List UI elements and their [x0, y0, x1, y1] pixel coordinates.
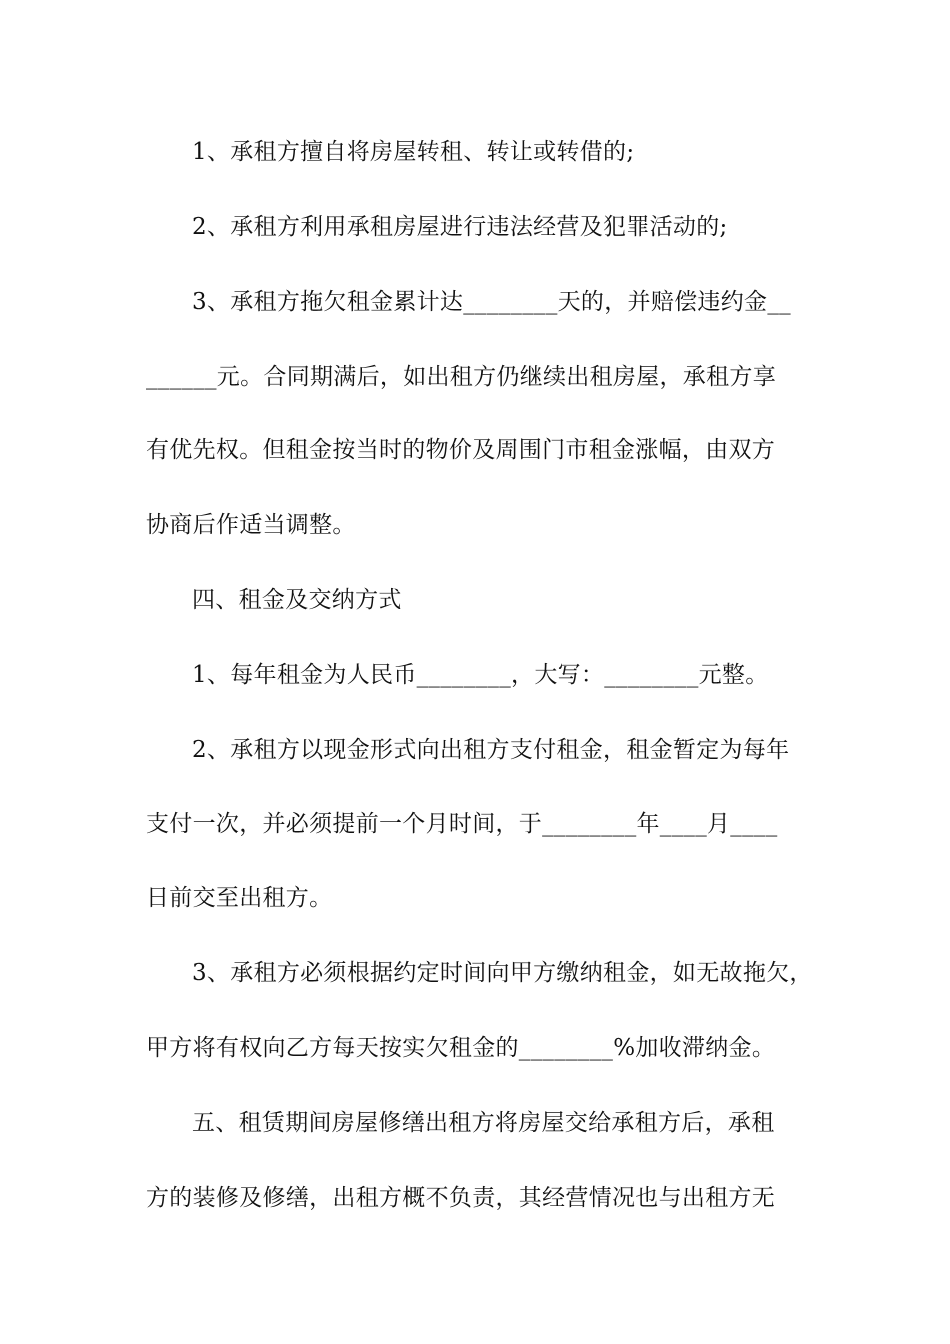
section-heading-repairs: 五、租赁期间房屋修缮出租方将房屋交给承租方后，承租 [192, 1110, 775, 1136]
section-heading-rent: 四、租金及交纳方式 [192, 587, 402, 613]
clause-line-1: 1、承租方擅自将房屋转租、转让或转借的; [192, 139, 635, 165]
clause-line-3: 3、承租方拖欠租金累计达________天的，并赔偿违约金__ [192, 289, 791, 315]
clause-line-11: 3、承租方必须根据约定时间向甲方缴纳租金，如无故拖欠， [192, 960, 813, 986]
clause-line-7: 1、每年租金为人民币________，大写：________元整。 [192, 662, 769, 688]
clause-line-2: 2、承租方利用承租房屋进行违法经营及犯罪活动的; [192, 214, 728, 240]
clause-line-10: 日前交至出租方。 [146, 885, 333, 911]
clause-line-5: 有优先权。但租金按当时的物价及周围门市租金涨幅，由双方 [146, 437, 776, 463]
clause-line-6: 协商后作适当调整。 [146, 512, 356, 538]
clause-line-8: 2、承租方以现金形式向出租方支付租金，租金暂定为每年 [192, 737, 790, 763]
clause-line-4: ______元。合同期满后，如出租方仍继续出租房屋，承租方享 [146, 364, 776, 390]
clause-line-9: 支付一次，并必须提前一个月时间，于________年____月____ [146, 811, 778, 837]
clause-line-13: 方的装修及修缮，出租方概不负责，其经营情况也与出租方无 [146, 1185, 776, 1211]
clause-line-12: 甲方将有权向乙方每天按实欠租金的________%加收滞纳金。 [146, 1035, 776, 1061]
